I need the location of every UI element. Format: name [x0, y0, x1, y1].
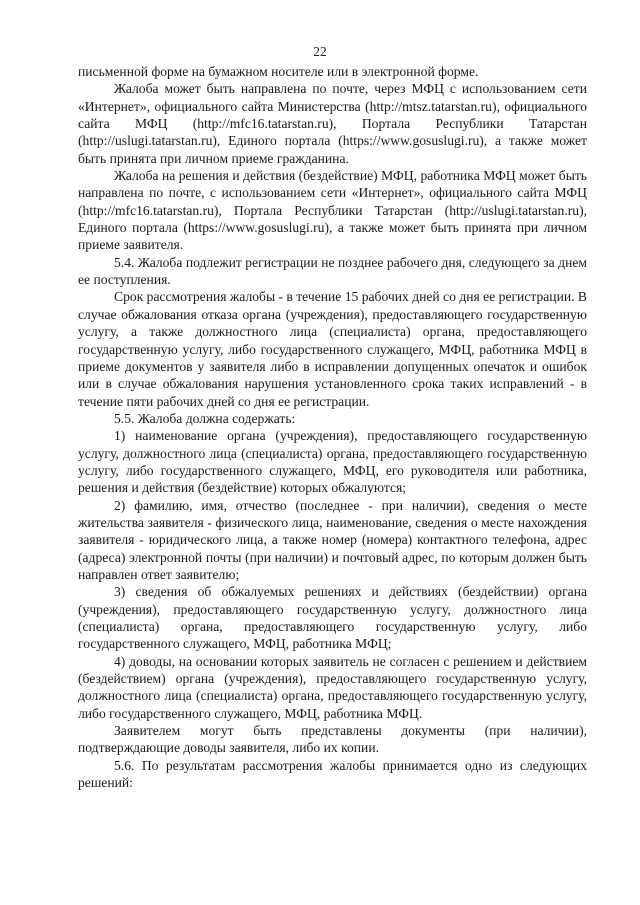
body-paragraph: 5.6. По результатам рассмотрения жалобы принимается одно из следующих решений:: [78, 757, 587, 791]
page-number: 22: [313, 44, 327, 59]
body-paragraph: 5.4. Жалоба подлежит регистрации не позднее рабочего дня, следующего за днем ее поступления.: [78, 254, 587, 288]
body-paragraph: письменной форме на бумажном носителе или в электронной форме.: [78, 64, 479, 79]
body-paragraph: 5.5. Жалоба должна содержать:: [114, 410, 296, 426]
body-paragraph: 1) наименование органа (учреждения), предоставляющего государственную услугу, должностного лица (специалиста) органа, предоставляющего государственную услугу, либо государственного служащего, МФЦ, его руководителя или работника, решения и действия (бездействие) которых обжалуются;: [78, 428, 587, 496]
body-paragraph: Срок рассмотрения жалобы - в течение 15 рабочих дней со дня ее регистрации. В случае обжалования отказа органа (учреждения), предоставляющего государственную услугу, а также должностного лица (специалиста) органа, предоставляющего государственную услугу, либо государственного служащего, МФЦ, работника МФЦ в приеме документов у заявителя либо в исправлении допущенных опечаток и ошибок или в случае обжалования нарушения установленного срока таких исправлений - в течение пяти рабочих дней со дня ее регистрации.: [78, 289, 587, 409]
body-paragraph: 3) сведения об обжалуемых решениях и действиях (бездействии) органа (учреждения), предоставляющего государственную услугу, должностного лица (специалиста) органа, предоставляющего государственную услугу, либо государственного служащего, МФЦ, работника МФЦ;: [78, 584, 587, 652]
body-paragraph: Жалоба на решения и действия (бездействие) МФЦ, работника МФЦ может быть направлена по почте, с использованием сети «Интернет», официального сайта МФЦ (http://mfc16.tatarstan.ru), Портала Республики Татарстан (http://uslugi.tatarstan.ru), Единого портала (https://www.gosuslugi.ru), а также может быть принята при личном приеме заявителя.: [78, 168, 587, 253]
body-paragraph: Жалоба может быть направлена по почте, через МФЦ с использованием сети «Интернет», официального сайта Министерства (http://mtsz.tatarstan.ru), официального сайта МФЦ (http://mfc16.tatarstan.ru), Портала Республики Татарстан (http://uslugi.tatarstan.ru), Единого портала (https://www.gosuslugi.ru), а также может быть принята при личном приеме гражданина.: [78, 81, 587, 166]
document-body: [78, 63, 587, 791]
body-paragraph: 4) доводы, на основании которых заявитель не согласен с решением и действием (бездействием) органа (учреждения), предоставляющего государственную услугу, должностного лица (специалиста) органа, предоставляющего государственную услугу, либо государственного служащего, МФЦ, работника МФЦ.: [78, 653, 587, 721]
body-paragraph: Заявителем могут быть представлены документы (при наличии), подтверждающие доводы заявителя, либо их копии.: [78, 723, 587, 756]
body-paragraph: 2) фамилию, имя, отчество (последнее - при наличии), сведения о месте жительства заявителя - физического лица, наименование, сведения о месте нахождения заявителя - юридического лица, а также номер (номера) контактного телефона, адрес (адреса) электронной почты (при наличии) и почтовый адрес, по которым должен быть направлен ответ заявителю;: [78, 497, 587, 582]
